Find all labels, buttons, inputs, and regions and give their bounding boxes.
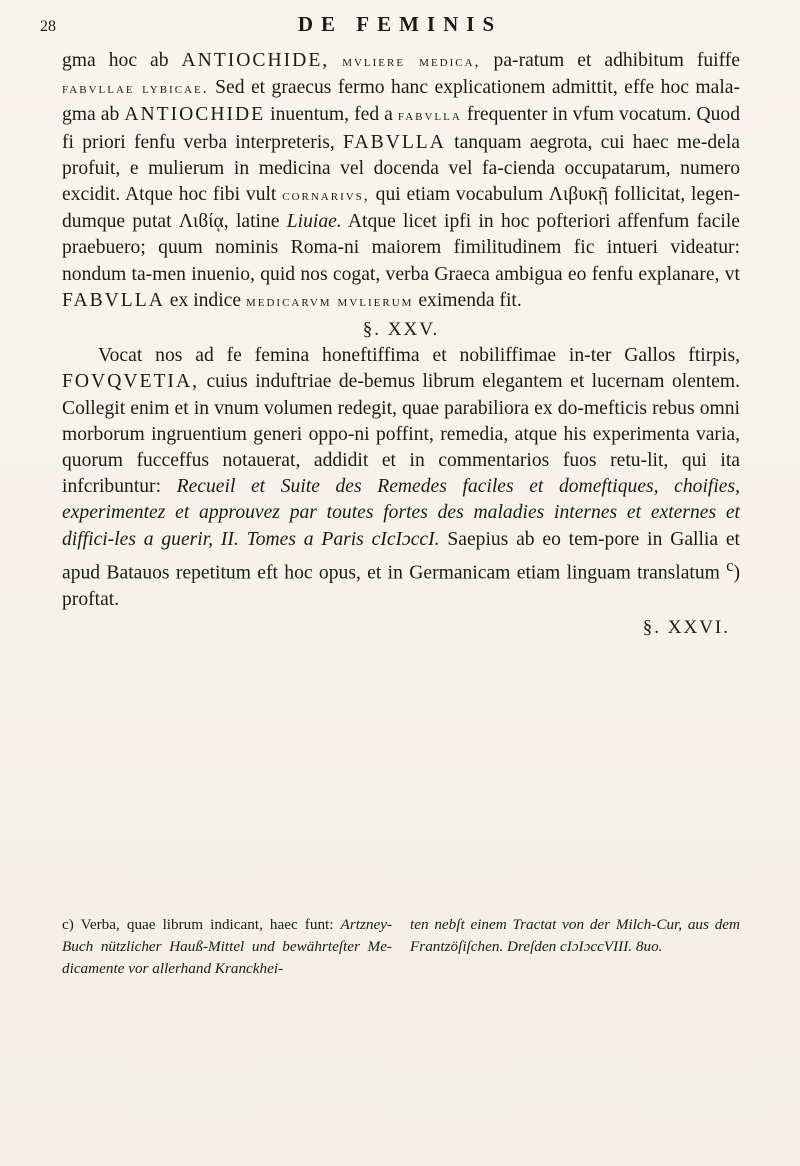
running-head: DE FEMINIS (297, 12, 503, 36)
footnote-marker: c (726, 555, 734, 575)
text-run: inuentum, fed a (265, 104, 398, 126)
footnote-italic: ten nebſt einem Tractat von der Milch-Cur, aus dem Frantzöſiſchen. Dreſden cIɔIɔccVIII. 8uo. (410, 916, 740, 955)
text-run: Vocat nos ad fe femina honeftiffima et nobiliffimae in-ter Gallos ftirpis, (98, 345, 740, 367)
text-run: tanquam aegrota, cui haec me-dela profuit, e mulierum in medicina vel docenda vel fa-cienda occupatarum, numero excidit. Atque hoc fibi vult (62, 131, 740, 206)
small-caps-run: medicarvm mvlierum (245, 292, 414, 310)
footnote-italic: Artzney-Buch nützlicher Hauß-Mittel und bewährteſter Me-dicamente vor allerhand Kranckhei- (62, 916, 392, 977)
footnote-right-column (410, 914, 740, 980)
paragraph-2 (62, 343, 740, 613)
name-fabulla: FABVLLA (343, 131, 446, 153)
section-heading-xxv: §. XXV. (362, 319, 440, 341)
small-caps-run: fabvllae lybicae. (62, 80, 209, 98)
footnote-left-column (62, 914, 392, 980)
name-fabulla: FABVLLA (62, 289, 165, 311)
text-run: ) proftat. (62, 562, 740, 610)
text-run: Sed et graecus fermo hanc explicationem admittit, effe hoc mala-gma ab (62, 77, 740, 126)
small-caps-run: mvliere medica, (342, 53, 481, 70)
text-run: ex indice (164, 289, 246, 311)
text-run: Saepius ab eo tem-pore in Gallia et apud Batauos repetitum eft hoc opus, et in Germanicam etiam linguam translatum (62, 528, 740, 584)
text-run: eximenda fit. (413, 289, 522, 311)
text-run: gma hoc ab (62, 50, 182, 71)
main-text (62, 48, 740, 641)
name-antiochis: ANTIOCHIDE, (181, 50, 330, 71)
book-title-italic: Recueil et Suite des Remedes faciles et domeftiques, choifies, experimentez et approuvez par toutes fortes des maladies internes et externes et diffici-les a guerir, II. Tomes a Paris cIcIɔccI. (62, 476, 740, 550)
text-run: frequenter in vfum vocatum. Quod fi priori fenfu verba interpreteris, (62, 104, 740, 153)
italic-run: Liuiae. (286, 211, 342, 233)
text-run: pa-ratum et adhibitum fuiffe (480, 50, 740, 71)
text-run: qui etiam vocabulum Λιβυκῇ follicitat, legen-dumque putat Λιϐίᾳ, latine (62, 184, 741, 233)
text-run: cuius induftriae de-bemus librum elegantem et lucernam olentem. Collegit enim et in vnum volumen redegit, quae parabiliora ex do-mefticis rebus omni morborum ingruentium generi oppo-ni poffint, remedia, atque his experimenta varia, quorum fucceffus notauerat, addidit et in commentarios fuos retu-lit, qui ita infcribuntur: (62, 371, 740, 498)
text-run: Atque licet ipfi in hoc pofteriori affenfum facile praebuero; quum nominis Roma-ni maiorem fimilitudinem fic intueri videatur: nondum ta-men inuenio, quid nos cogat, verba Graeca ambigua eo fenfu explanare, vt (62, 211, 740, 285)
name-antiochis: ANTIOCHIDE (124, 104, 266, 126)
page-header (40, 10, 760, 44)
footnote-text: c) Verba, quae librum indicant, haec funt: (62, 916, 341, 933)
name-fouquetia: FOVQVETIA, (62, 371, 200, 393)
paragraph-1 (62, 48, 740, 315)
small-caps-run: fabvlla (397, 107, 462, 125)
section-heading-xxvi: §. XXVI. (642, 616, 730, 638)
page-number: 28 (40, 18, 56, 35)
small-caps-run: cornarivs, (282, 187, 370, 205)
footnotes (62, 914, 740, 980)
